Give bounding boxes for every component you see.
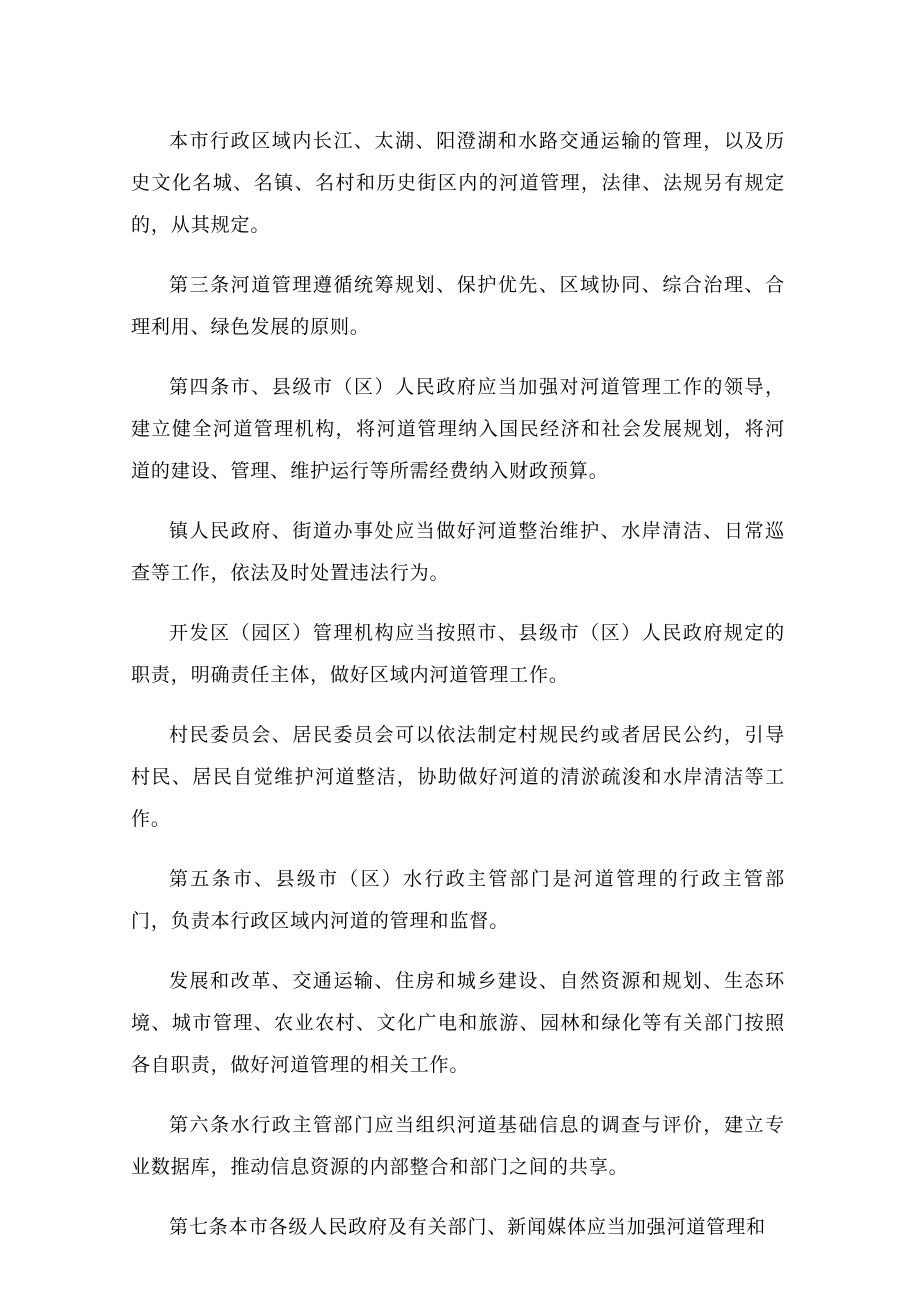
paragraph: 第七条本市各级人民政府及有关部门、新闻媒体应当加强河道管理和 <box>169 1216 767 1238</box>
paragraph: 第五条市、县级市（区）水行政主管部门是河道管理的行政主管部门，负责本行政区域内河道的管理和监督。 <box>131 868 785 932</box>
paragraph: 第三条河道管理遵循统筹规划、保护优先、区域协同、综合治理、合理利用、绿色发展的原则。 <box>131 274 785 338</box>
document-body <box>131 120 785 1266</box>
paragraph: 本市行政区域内长江、太湖、阳澄湖和水路交通运输的管理，以及历史文化名城、名镇、名村和历史街区内的河道管理，法律、法规另有规定的，从其规定。 <box>131 130 785 236</box>
paragraph: 第六条水行政主管部门应当组织河道基础信息的调查与评价，建立专业数据库，推动信息资源的内部整合和部门之间的共享。 <box>131 1114 785 1178</box>
paragraph: 开发区（园区）管理机构应当按照市、县级市（区）人民政府规定的职责，明确责任主体，做好区域内河道管理工作。 <box>131 622 785 686</box>
paragraph: 镇人民政府、街道办事处应当做好河道整治维护、水岸清洁、日常巡查等工作，依法及时处置违法行为。 <box>131 520 785 584</box>
paragraph: 村民委员会、居民委员会可以依法制定村规民约或者居民公约，引导村民、居民自觉维护河道整洁，协助做好河道的清淤疏浚和水岸清洁等工作。 <box>131 724 785 830</box>
paragraph: 发展和改革、交通运输、住房和城乡建设、自然资源和规划、生态环境、城市管理、农业农村、文化广电和旅游、园林和绿化等有关部门按照各自职责，做好河道管理的相关工作。 <box>131 970 785 1076</box>
paragraph: 第四条市、县级市（区）人民政府应当加强对河道管理工作的领导，建立健全河道管理机构，将河道管理纳入国民经济和社会发展规划，将河道的建设、管理、维护运行等所需经费纳入财政预算。 <box>131 376 785 482</box>
